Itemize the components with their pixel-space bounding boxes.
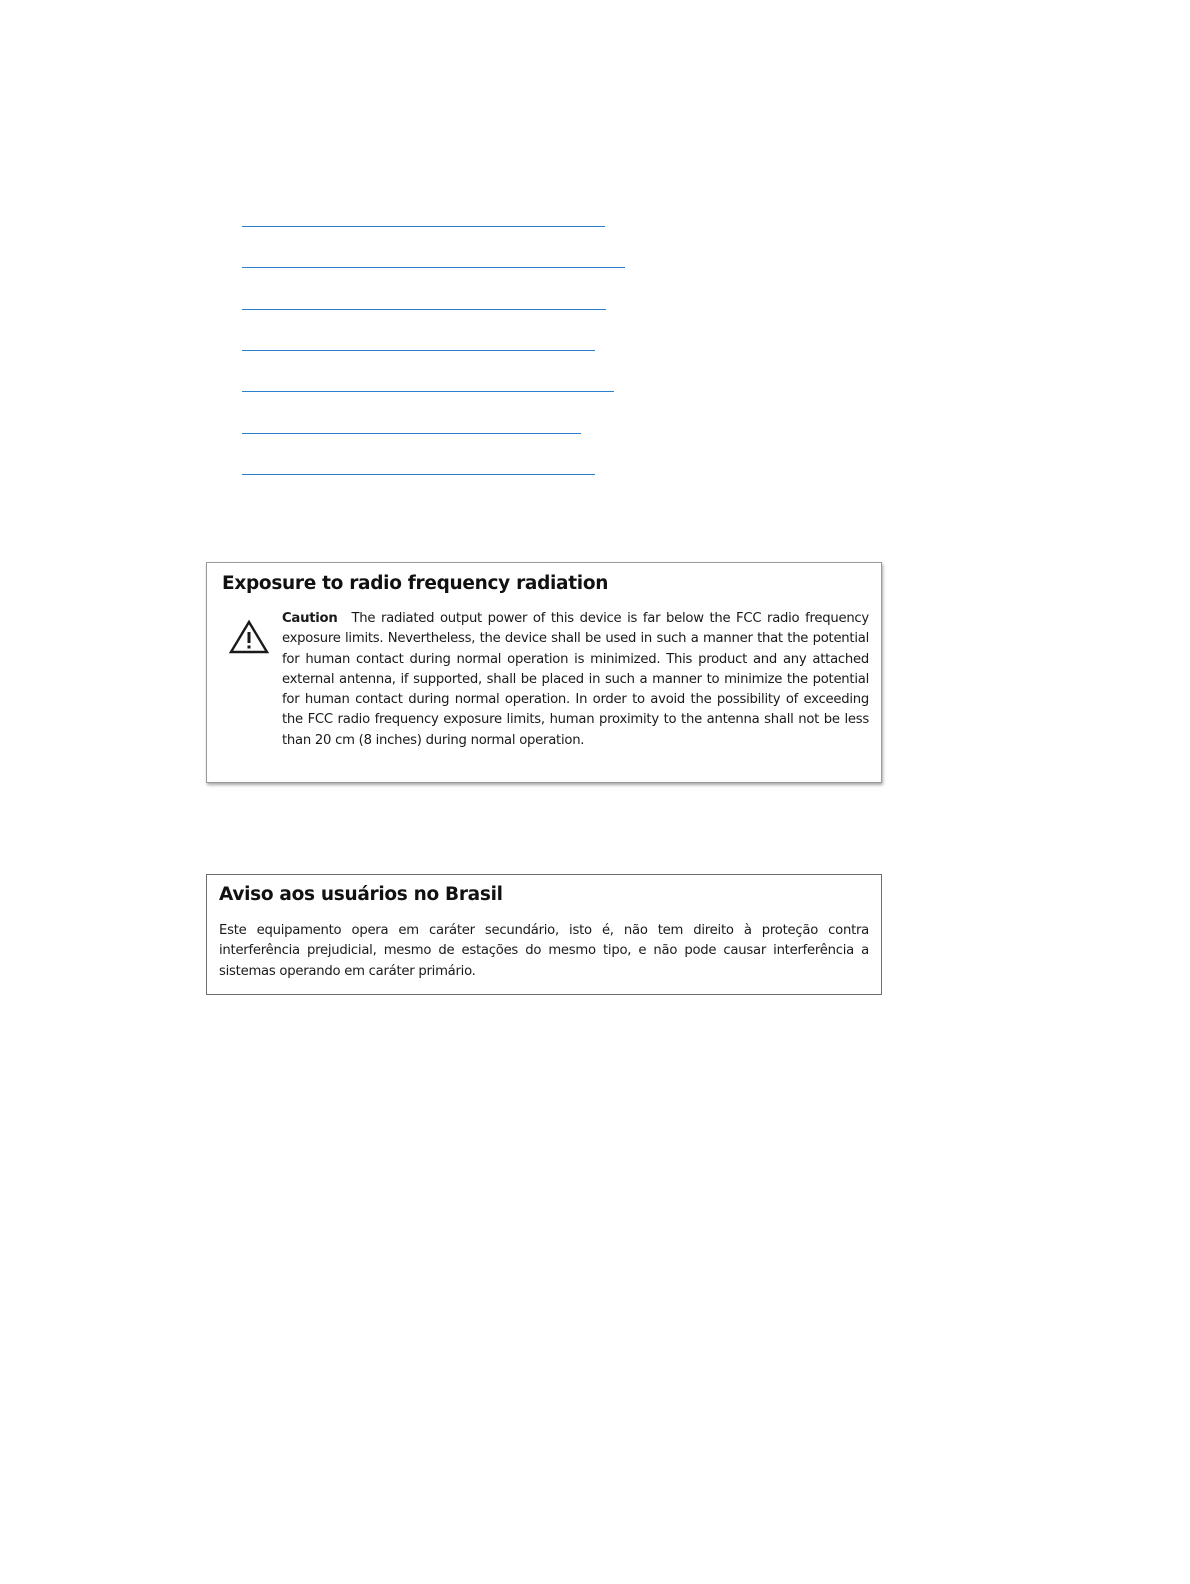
- link-6[interactable]: [242, 432, 581, 434]
- caution-paragraph: [282, 609, 869, 751]
- brasil-notice-body: Este equipamento opera em caráter secundário, isto é, não tem direito à proteção contra interferência prejudicial, mesmo de estações do mesmo tipo, e não pode causar interferência a sistemas operando em caráter primário.: [219, 923, 869, 979]
- caution-body: The radiated output power of this device is far below the FCC radio frequency exposure limits. Nevertheless, the device shall be used in such a manner that the potential for human contact during normal operation is minimized. This product and any attached external antenna, if supported, shall be placed in such a manner to minimize the potential for human contact during normal operation. In order to avoid the possibility of exceeding the FCC radio frequency exposure limits, human proximity to the antenna shall not be less than 20 cm (8 inches) during normal operation.: [282, 611, 869, 748]
- link-5[interactable]: [242, 390, 614, 392]
- link-7[interactable]: [242, 473, 595, 475]
- brasil-notice: [206, 874, 882, 995]
- brasil-notice-title: Aviso aos usuários no Brasil: [219, 884, 503, 905]
- caution-label: Caution: [282, 611, 338, 626]
- link-2[interactable]: [242, 266, 625, 268]
- link-3[interactable]: [242, 308, 606, 310]
- warning-triangle-icon: [229, 619, 269, 655]
- link-1[interactable]: [242, 225, 605, 227]
- rf-exposure-notice: [206, 562, 882, 783]
- link-4[interactable]: [242, 349, 595, 351]
- rf-notice-title: Exposure to radio frequency radiation: [222, 573, 609, 594]
